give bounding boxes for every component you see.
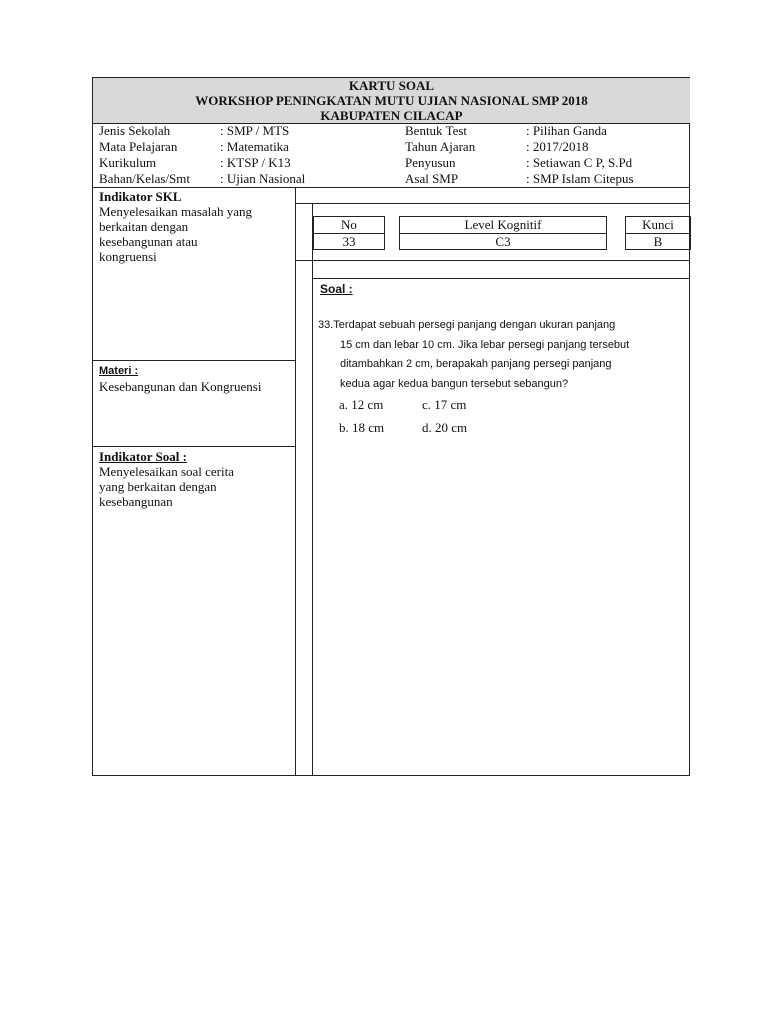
option-c: c. 17 cm — [422, 397, 467, 412]
meta-label: Asal SMP — [405, 171, 459, 186]
meta-label: Mata Pelajaran — [99, 139, 178, 154]
meta-value: : Matematika — [220, 139, 289, 154]
question-line: Terdapat sebuah persegi panjang dengan ukuran panjang — [333, 319, 616, 331]
meta-label: Kurikulum — [99, 155, 157, 170]
meta-value: : Ujian Nasional — [220, 171, 306, 186]
soal-title: Soal : — [320, 282, 353, 296]
skl-line: kesebangunan atau — [99, 234, 198, 249]
card-header — [93, 78, 690, 124]
left-column-divider — [295, 187, 296, 776]
level-header: Level Kognitif — [464, 217, 542, 232]
question-line: kedua agar kedua bangun tersebut sebangun? — [340, 377, 569, 390]
indikator-soal-section — [99, 449, 234, 509]
skl-line: Menyelesaikan masalah yang — [99, 204, 253, 219]
materi-divider — [92, 360, 295, 361]
meta-value: : KTSP / K13 — [220, 155, 291, 170]
meta-value: : SMP / MTS — [220, 123, 290, 138]
header-region: KABUPATEN CILACAP — [320, 108, 463, 123]
meta-value: : SMP Islam Citepus — [526, 171, 634, 186]
kunci-header: Kunci — [642, 217, 674, 232]
no-box — [313, 216, 385, 250]
option-d: d. 20 cm — [422, 420, 468, 435]
soal-top-divider — [312, 278, 690, 279]
right-column-divider — [312, 203, 313, 776]
kunci-value: B — [653, 234, 663, 249]
skl-top-divider — [295, 203, 690, 204]
meta-value: : Pilihan Ganda — [526, 123, 607, 138]
indikator-soal-line: Menyelesaikan soal cerita — [99, 464, 234, 479]
meta-value: : Setiawan C P, S.Pd — [526, 155, 633, 170]
header-subtitle: WORKSHOP PENINGKATAN MUTU UJIAN NASIONAL SMP 2018 — [195, 93, 588, 108]
meta-left — [99, 123, 306, 187]
indikator-soal-line: kesebangunan — [99, 494, 173, 509]
no-value: 33 — [342, 234, 356, 249]
header-title: KARTU SOAL — [348, 78, 435, 93]
indikator-soal-line: yang berkaitan dengan — [99, 479, 217, 494]
skl-line: berkaitan dengan — [99, 219, 189, 234]
materi-text: Kesebangunan dan Kongruensi — [99, 379, 262, 394]
meta-label: Bentuk Test — [405, 123, 468, 138]
materi-title: Materi : — [99, 365, 139, 377]
indikator-soal-title: Indikator Soal : — [99, 449, 187, 464]
no-header: No — [341, 217, 357, 232]
question-line: 15 cm dan lebar 10 cm. Jika lebar persegi panjang tersebut — [340, 338, 630, 351]
skl-section — [99, 189, 252, 264]
question-text — [318, 316, 688, 394]
materi-section — [99, 364, 261, 394]
question-line: ditambahkan 2 cm, berapakah panjang persegi panjang — [340, 358, 612, 370]
meta-label: Penyusun — [405, 155, 456, 170]
skl-line: kongruensi — [99, 249, 157, 264]
question-number: 33. — [318, 319, 334, 331]
meta-value: : 2017/2018 — [526, 139, 589, 154]
option-a: a. 12 cm — [339, 397, 384, 412]
meta-label: Jenis Sekolah — [99, 123, 171, 138]
skl-title: Indikator SKL — [99, 189, 182, 204]
meta-right — [405, 123, 634, 187]
kunci-box — [625, 216, 691, 250]
level-value: C3 — [495, 234, 511, 249]
meta-label: Bahan/Kelas/Smt — [99, 171, 190, 186]
meta-divider — [92, 187, 690, 188]
indikator-soal-divider — [92, 446, 295, 447]
meta-label: Tahun Ajaran — [405, 139, 476, 154]
option-b: b. 18 cm — [339, 420, 385, 435]
level-box — [399, 216, 607, 250]
info-bottom-divider — [295, 260, 690, 261]
